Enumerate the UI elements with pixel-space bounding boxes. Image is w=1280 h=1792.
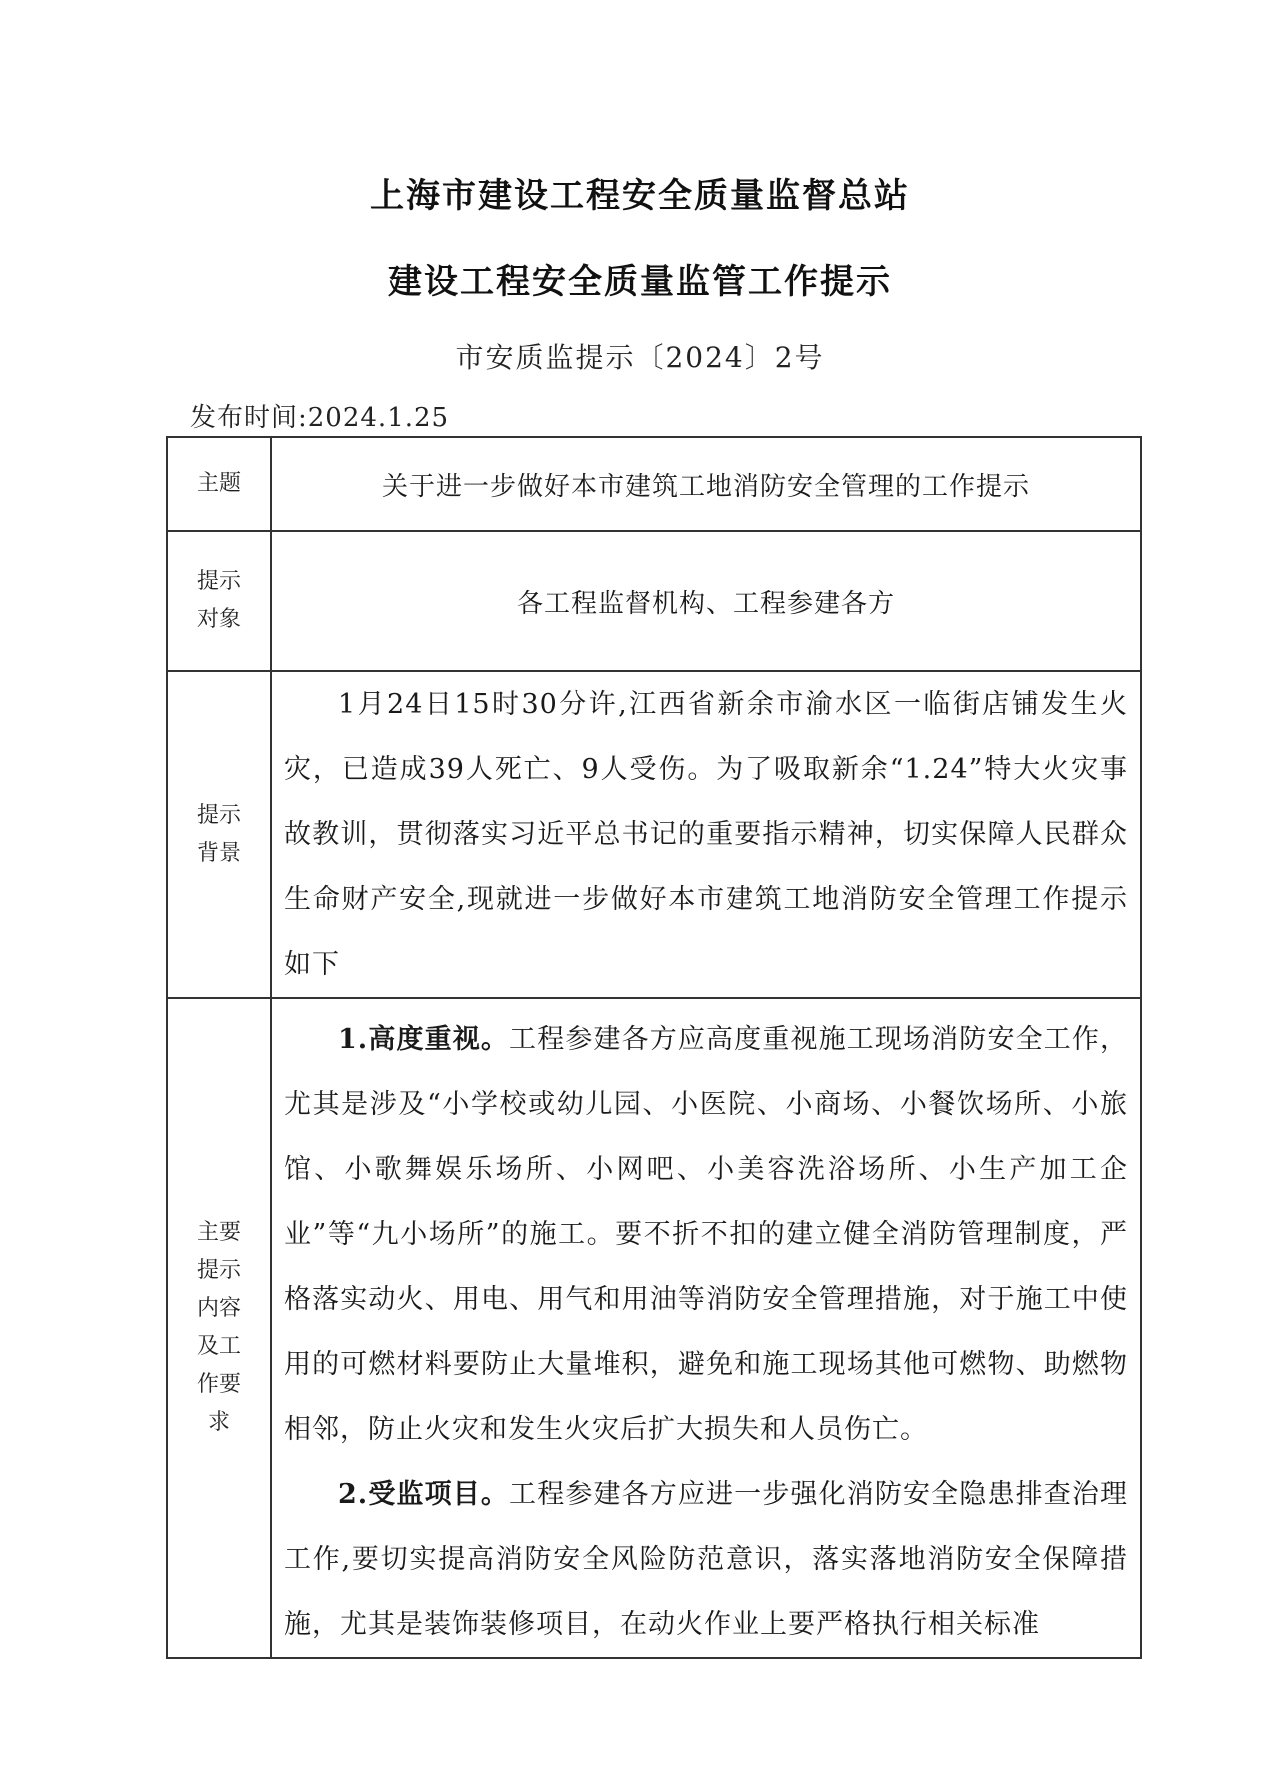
document-title-line1: 上海市建设工程安全质量监督总站 [370, 176, 910, 216]
subject-value: 关于进一步做好本市建筑工地消防安全管理的工作提示 [271, 437, 1141, 531]
notice-table [166, 436, 1142, 1659]
publish-date: 发布时间:2024.1.25 [190, 403, 450, 433]
content-item-2-text: 工程参建各方应进一步强化消防安全隐患排查治理工作,要切实提高消防安全风险防范意识，落实落地消防安全保障措施，尤其是装饰装修项目，在动火作业上要严格执行相关标准 [284, 1479, 1129, 1640]
target-label: 提示对象 [196, 569, 241, 632]
table-row-target [167, 531, 1141, 671]
content-label-cell [167, 998, 271, 1658]
document-title-line2: 建设工程安全质量监管工作提示 [388, 262, 892, 302]
document-number: 市安质监提示〔2024〕2号 [455, 341, 825, 374]
background-paragraph: 1月24日15时30分许,江西省新余市渝水区一临街店铺发生火灾，已造成39人死亡、9人受伤。为了吸取新余“1.24”特大火灾事故教训，贯彻落实习近平总书记的重要指示精神，切实保障人民群众生命财产安全,现就进一步做好本市建筑工地消防安全管理工作提示如下 [284, 689, 1128, 980]
subject-label: 主题 [196, 471, 241, 496]
background-label-cell [167, 671, 271, 998]
content-item-1 [284, 1007, 1128, 1462]
content-item-2 [284, 1462, 1128, 1657]
subject-label-cell [167, 437, 271, 531]
content-label: 主要提示内容及工作要求 [196, 1220, 241, 1435]
target-value: 各工程监督机构、工程参建各方 [271, 531, 1141, 671]
content-item-2-heading: 2.受监项目。 [338, 1479, 510, 1510]
content-item-1-heading: 1.高度重视。 [338, 1024, 510, 1055]
content-value-cell [271, 998, 1141, 1658]
background-label: 提示背景 [196, 802, 241, 866]
table-row-background [167, 671, 1141, 998]
target-label-cell [167, 531, 271, 671]
background-value-cell [271, 671, 1141, 998]
table-row-subject [167, 437, 1141, 531]
content-item-1-text: 工程参建各方应高度重视施工现场消防安全工作，尤其是涉及“小学校或幼儿园、小医院、小商场、小餐饮场所、小旅馆、小歌舞娱乐场所、小网吧、小美容洗浴场所、小生产加工企业”等“九小场所”的施工。要不折不扣的建立健全消防管理制度，严格落实动火、用电、用气和用油等消防安全管理措施，对于施工中使用的可燃材料要防止大量堆积，避免和施工现场其他可燃物、助燃物相邻，防止火灾和发生火灾后扩大损失和人员伤亡。 [284, 1024, 1129, 1445]
table-row-content [167, 998, 1141, 1658]
